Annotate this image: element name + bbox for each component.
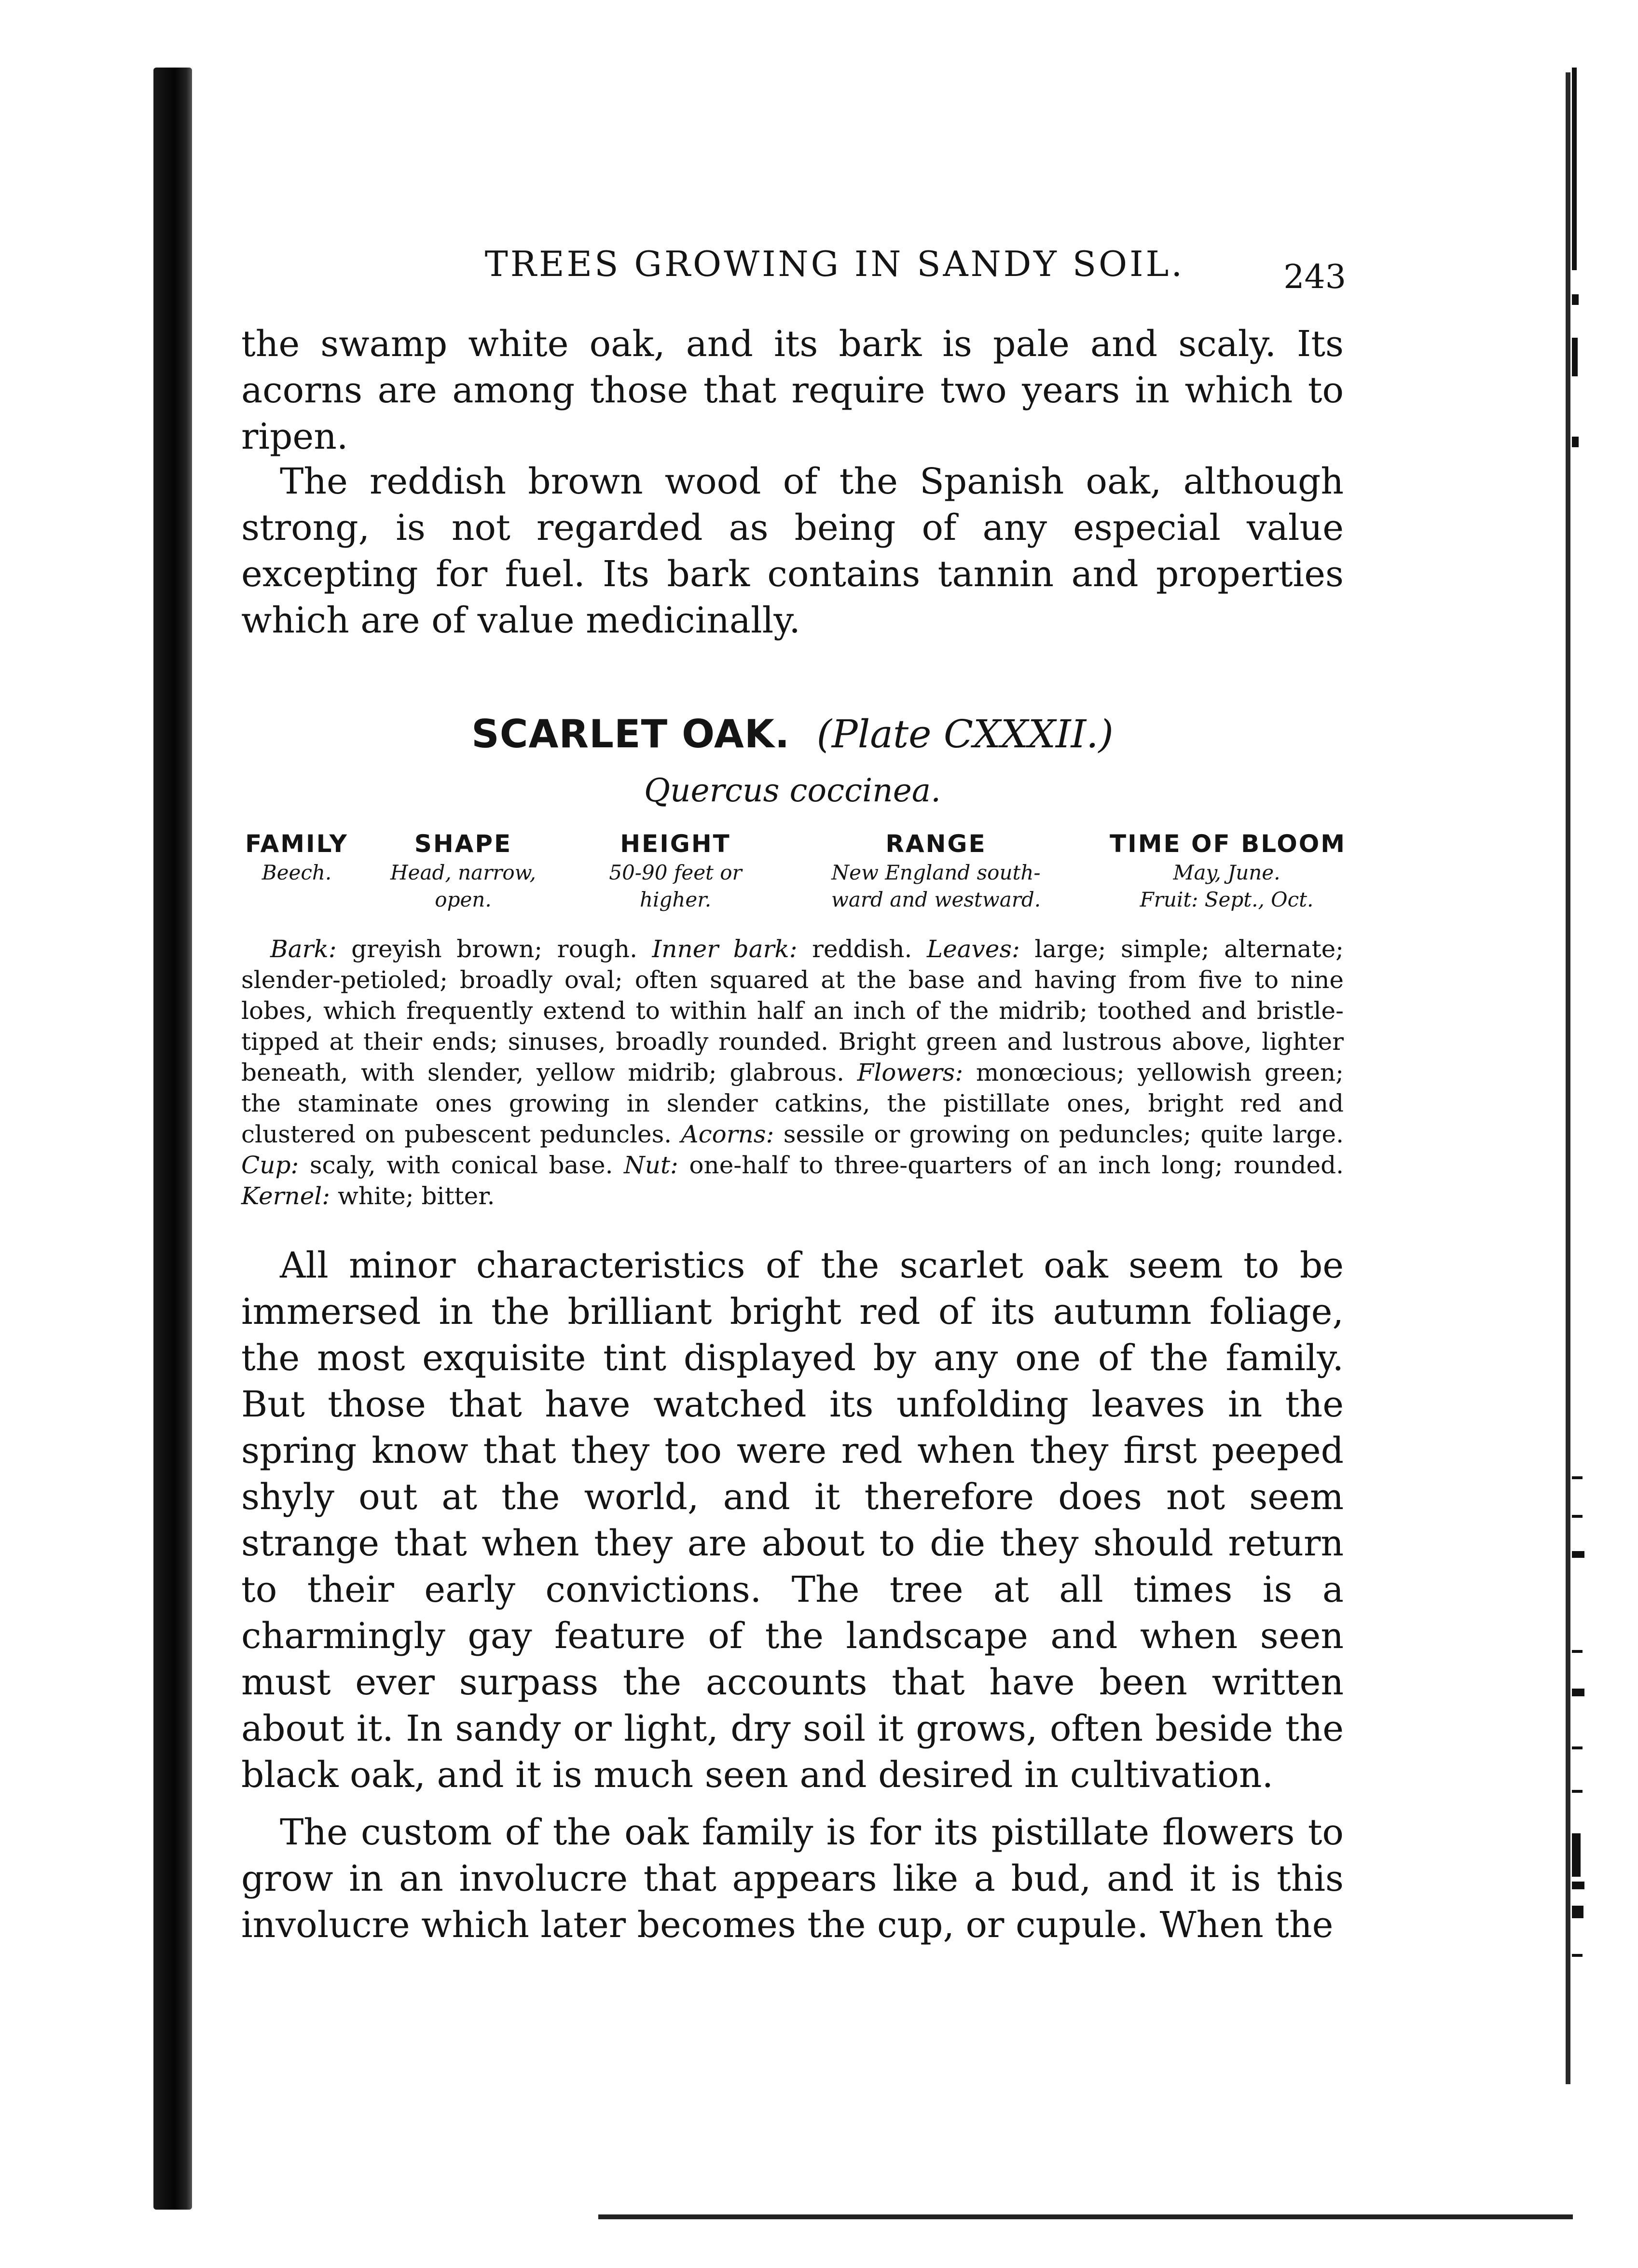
bottom-rule xyxy=(598,2214,1573,2219)
kernel-text: white; bitter. xyxy=(330,1182,495,1210)
bloom-column xyxy=(1110,830,1347,912)
nut-label: Nut: xyxy=(624,1151,678,1179)
height-value-line-2: higher. xyxy=(639,888,712,911)
range-column xyxy=(786,830,1086,912)
flowers-label: Flowers: xyxy=(857,1058,964,1086)
paragraph-swamp-white-oak: the swamp white oak, and its bark is pale and scaly. Its acorns are among those that require two years in which to ripen. xyxy=(241,323,1344,457)
acorns-label: Acorns: xyxy=(681,1120,774,1148)
flowers-text: monœcious; yellowish green; the staminate ones growing in slender catkins, the pistillate ones, bright red and clustered on pubescent peduncles. xyxy=(241,1058,1344,1148)
shape-value-line-2: open. xyxy=(435,888,492,911)
range-value-line-1: New England south- xyxy=(831,861,1041,884)
scan-edge-marks xyxy=(1572,0,1601,2268)
height-value-line-1: 50-90 feet or xyxy=(609,861,742,884)
page-number: 243 xyxy=(1283,258,1346,296)
scan-edge-line xyxy=(1566,72,1570,2084)
shape-header: SHAPE xyxy=(414,830,512,858)
nut-text: one-half to three-quarters of an inch long; rounded. xyxy=(678,1151,1344,1179)
shape-value-line-1: Head, narrow, xyxy=(390,861,536,884)
leaves-text: large; simple; alternate; slender-petioled; broadly oval; often squared at the base and having from five to nine lobes, which frequently extend to within half an inch of the midrib; toothed and bristle-tipped at their ends; sinuses, broadly rounded. Bright green and lustrous above, lighter beneath, with slender, yellow midrib; glabrous. xyxy=(241,935,1344,1086)
kernel-label: Kernel: xyxy=(241,1182,330,1210)
bark-text: greyish brown; rough. xyxy=(336,935,652,963)
acorns-text: sessile or growing on peduncles; quite large. xyxy=(774,1120,1344,1148)
family-value: Beech. xyxy=(262,861,332,884)
paragraph-spanish-oak-wood: The reddish brown wood of the Spanish oak, although strong, is not regarded as being of any especial value excepting for fuel. Its bark contains tannin and properties which are of value medicinally. xyxy=(241,461,1344,641)
range-header: RANGE xyxy=(885,830,987,858)
height-header: HEIGHT xyxy=(620,830,731,858)
botanical-description xyxy=(241,934,1344,1211)
family-header: FAMILY xyxy=(245,830,348,858)
bloom-value-line-1: May, June. xyxy=(1173,861,1280,884)
latin-name: Quercus coccinea. xyxy=(644,772,941,809)
scan-binding-shadow xyxy=(153,68,192,2210)
shape-column xyxy=(362,830,564,912)
inner-bark-text: reddish. xyxy=(797,935,927,963)
height-column xyxy=(589,830,762,912)
leaves-label: Leaves: xyxy=(926,935,1020,963)
paragraph-involucre: The custom of the oak family is for its pistillate flowers to grow in an involucre that appears like a bud, and it is this involucre which later becomes the cup, or cupule. When the xyxy=(241,1812,1344,1946)
cup-text: scaly, with conical base. xyxy=(299,1151,624,1179)
characteristics-table xyxy=(241,830,1347,926)
cup-label: Cup: xyxy=(241,1151,299,1179)
range-value-line-2: ward and westward. xyxy=(831,888,1041,911)
section-title: SCARLET OAK. xyxy=(471,712,790,756)
bark-label: Bark: xyxy=(270,935,337,963)
section-heading xyxy=(241,712,1344,756)
family-column xyxy=(241,830,352,885)
paragraph-autumn-foliage: All minor characteristics of the scarlet oak seem to be immersed in the brilliant bright red of its autumn foliage, the most exquisite tint displayed by any one of the family. But those that have watched its unfolding leaves in the spring know that they too were red when they first peeped shyly out at the world, and it therefore does not seem strange that when they are about to die they should return to their early convictions. The tree at all times is a charmingly gay feature of the landscape and when seen must ever surpass the accounts that have been written about it. In sandy or light, dry soil it grows, often beside the black oak, and it is much seen and desired in cultivation. xyxy=(241,1245,1344,1796)
running-head: TREES GROWING IN SANDY SOIL. xyxy=(484,244,1185,284)
plate-reference: (Plate CXXXII.) xyxy=(816,712,1114,756)
bloom-header: TIME OF BLOOM xyxy=(1110,830,1347,858)
inner-bark-label: Inner bark: xyxy=(652,935,798,963)
bloom-value-line-2: Fruit: Sept., Oct. xyxy=(1140,888,1314,911)
